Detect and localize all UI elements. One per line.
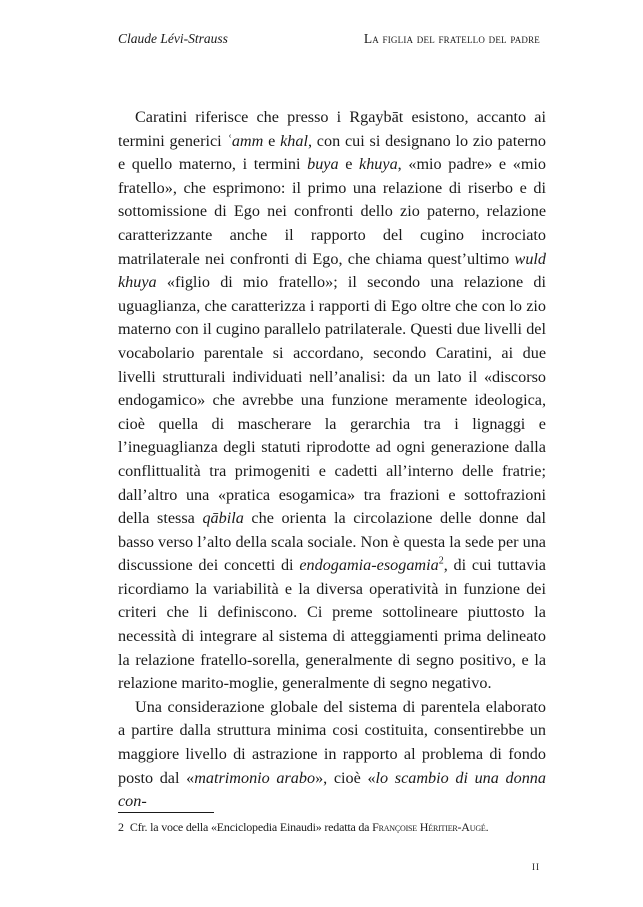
italic-term: khal <box>280 131 308 150</box>
text-run: , di cui tuttavia ricordiamo la variabilità e la diversa operatività in funzione dei criteri che li definiscono. Ci preme sottolineare piuttosto la necessità di integrare al sistema di atteggiamenti prima delineato la relazione fratello-sorella, generalmente di segno positivo, e la relazione marito-moglie, generalmente di segno negativo. <box>118 556 546 693</box>
italic-term: endogamia-esogamia <box>299 556 439 575</box>
footnote-author: Françoise Héritier-Augé <box>372 820 486 834</box>
footnote-number: 2 <box>118 820 124 834</box>
italic-term: wuld khuya <box>118 249 546 292</box>
body-text <box>118 106 546 814</box>
footnote-end: . <box>485 820 489 834</box>
paragraph <box>118 696 546 814</box>
text-run: Una considerazione globale del sistema di parentela elaborato a partire dalla struttura minima cosi costituita, consentirebbe un maggiore livello di astrazione in rapporto al problema di fondo posto dal « <box>118 697 546 787</box>
text-run: , «mio padre» e «mio fratello», che esprimono: il primo una relazione di riserbo e di sottomissione di Ego nei confronti dello zio paterno, relazione caratterizzante anche il rapporto del cugino incrociato matrilaterale nei confronti di Ego, che chiama quest’ultimo <box>118 155 546 268</box>
text-run: », cioè « <box>315 768 376 787</box>
paragraph <box>118 106 546 696</box>
footnote-reference: 2 <box>438 555 444 567</box>
italic-term: buya <box>307 155 339 174</box>
running-header-title: La figlia del fratello del padre <box>363 31 540 46</box>
text-run: , con cui si designano lo zio paterno e quello materno, i termini <box>118 131 546 174</box>
footnote <box>118 820 558 835</box>
text-run: e <box>263 131 281 150</box>
italic-term: matrimonio arabo <box>194 768 316 787</box>
italic-term: ʿamm <box>226 131 264 150</box>
italic-term: khuya <box>359 155 398 174</box>
text-run: e <box>338 155 360 174</box>
text-run: «figlio di mio fratello»; il secondo una relazione di uguaglianza, che caratterizza i rapporti di Ego oltre che con lo zio materno con il cugino parallelo patrilaterale. Questi due livelli del vocabolario parentale si accordano, secondo Caratini, ai due livelli strutturali individuati nell’analisi: da un lato il «discorso endogamico» che avrebbe una funzione meramente ideologica, cioè quella di mascherare la gerarchia tra i lignaggi e l’ineguaglianza degli statuti riprodotte ad ogni generazione dalla conflittualità tra primogeniti e cadetti all’interno delle fratrie; dall’altro una «pratica esogamica» tra frazioni e sottofrazioni della stessa <box>118 273 546 528</box>
italic-term: lo scambio di una donna con- <box>118 768 546 811</box>
text-run: che orienta la circolazione delle donne dal basso verso l’alto della scala sociale. Non è questa la sede per una discussione dei concetti di <box>118 509 546 575</box>
text-run: Caratini riferisce che presso i Rgaybāt esistono, accanto ai termini generici <box>118 108 546 150</box>
running-header-author: Claude Lévi-Strauss <box>118 31 228 46</box>
italic-term: qābila <box>202 509 244 528</box>
footnote-text: Cfr. la voce della «Enciclopedia Einaudi» redatta da <box>129 820 373 834</box>
page-number: ii <box>532 858 540 873</box>
footnote-rule <box>118 812 214 813</box>
